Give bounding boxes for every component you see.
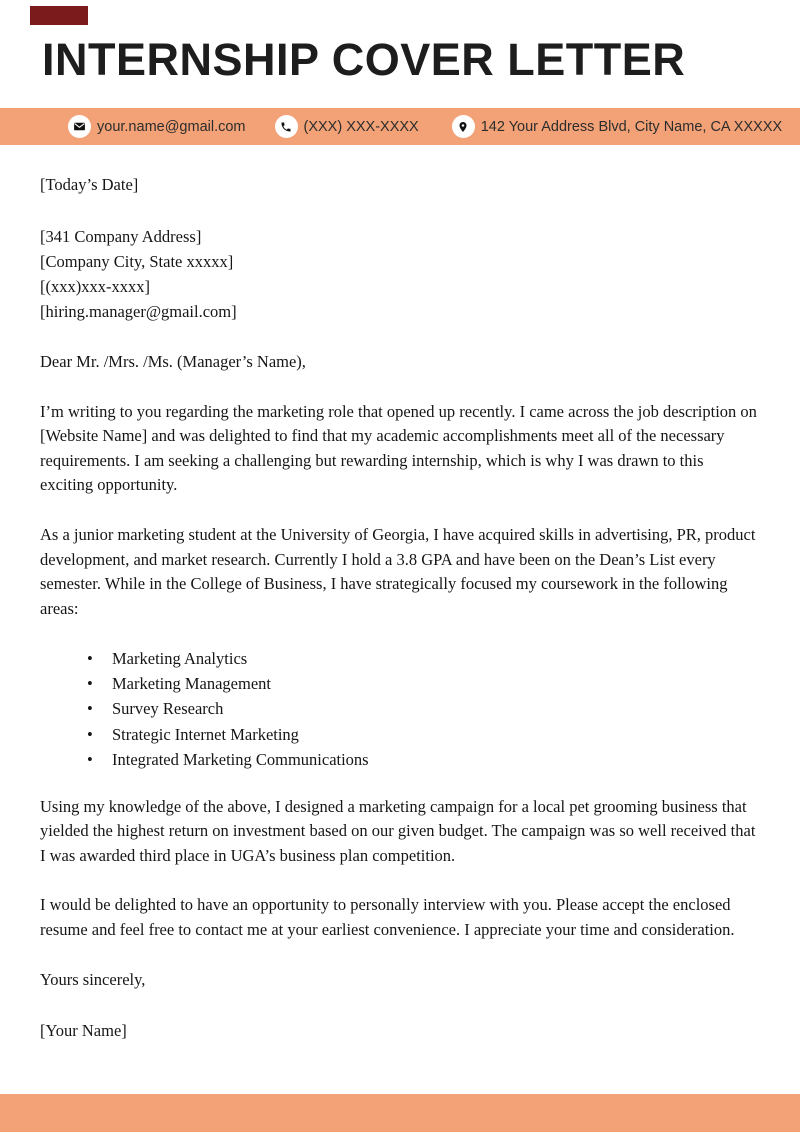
contact-phone-text: (XXX) XXX-XXXX xyxy=(303,118,419,135)
skills-item: • Marketing Analytics xyxy=(40,646,759,671)
skills-item: • Integrated Marketing Communications xyxy=(40,747,759,772)
brand-mark xyxy=(30,6,88,25)
recipient-line: [341 Company Address] xyxy=(40,227,202,247)
recipient-line: [Company City, State xxxxx] xyxy=(40,252,234,272)
phone-icon xyxy=(275,115,298,138)
skills-list xyxy=(40,646,759,772)
paragraph-call-to-action: I would be delighted to have an opportunity to personally interview with you. Please accept the enclosed resume and feel free to contact me at your earliest convenience. I appreciate your time and consideration. xyxy=(40,895,735,939)
recipient-line: [(xxx)xxx-xxxx] xyxy=(40,277,150,297)
paragraph-achievement: Using my knowledge of the above, I designed a marketing campaign for a local pet grooming business that yielded the highest return on investment based on our given budget. The campaign was so well received that I was awarded third place in UGA’s business plan competition. xyxy=(40,797,756,865)
skills-item: • Marketing Management xyxy=(40,671,759,696)
recipient-line: [hiring.manager@gmail.com] xyxy=(40,302,237,322)
letter-date: [Today’s Date] xyxy=(40,175,139,194)
skills-item: • Strategic Internet Marketing xyxy=(40,722,759,747)
contact-email-text: your.name@gmail.com xyxy=(97,118,246,135)
contact-email xyxy=(68,115,246,138)
page-title: INTERNSHIP COVER LETTER xyxy=(42,34,686,85)
letter-body xyxy=(40,173,759,1043)
footer-bar xyxy=(0,1094,800,1132)
contact-address xyxy=(452,115,782,138)
signature: [Your Name] xyxy=(40,1020,127,1040)
salutation: Dear Mr. /Mrs. /Ms. (Manager’s Name), xyxy=(40,352,306,372)
paragraph-intro: I’m writing to you regarding the marketing role that opened up recently. I came across the job description on [Website Name] and was delighted to find that my academic accomplishments meet all of the necessary requirements. I am seeking a challenging but rewarding internship, which is why I was drawn to this exciting opportunity. xyxy=(40,401,757,495)
contact-bar xyxy=(0,108,800,145)
skills-item: • Survey Research xyxy=(40,696,759,721)
closing: Yours sincerely, xyxy=(40,970,146,990)
recipient-block xyxy=(40,224,759,324)
contact-phone xyxy=(275,115,419,138)
email-icon xyxy=(68,115,91,138)
contact-address-text: 142 Your Address Blvd, City Name, CA XXXXX xyxy=(480,118,783,135)
location-icon xyxy=(452,115,475,138)
paragraph-background: As a junior marketing student at the University of Georgia, I have acquired skills in advertising, PR, product development, and market research. Currently I hold a 3.8 GPA and have been on the Dean’s List every semester. While in the College of Business, I have strategically focused my coursework in the following areas: xyxy=(40,525,756,618)
